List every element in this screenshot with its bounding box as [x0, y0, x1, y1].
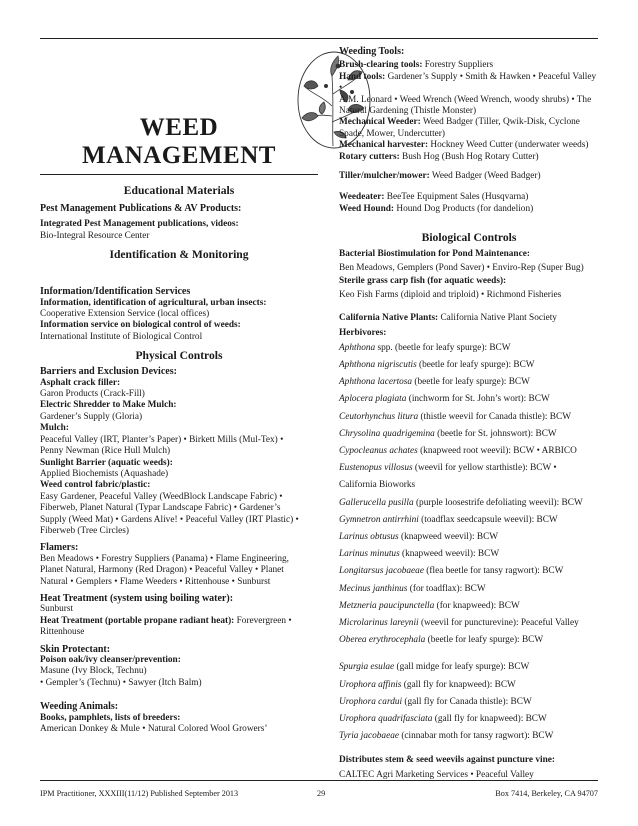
educational-materials-heading: Educational Materials [123, 184, 235, 197]
weed-fabric-line-1: Easy Gardener, Peaceful Valley (WeedBlock Landscape Fabric) • [40, 491, 283, 502]
herbivore-entry [339, 512, 599, 529]
flamers-line-2: Planet Natural, Harmony (Red Dragon) • Peaceful Valley • Planet [40, 565, 284, 576]
species-name: Oberea erythrocephala [339, 635, 426, 646]
mechanical-harvester-label: Mechanical harvester: [339, 140, 429, 151]
flamers-line-1: Ben Meadows • Forestry Suppliers (Panama) • Flame Engineering, [40, 553, 289, 564]
species-name: Ceutorhynchus litura [339, 411, 419, 422]
herbivore-list-continued [339, 659, 599, 745]
heat-treatment-value: Sunburst [40, 604, 74, 615]
books-value: American Donkey & Mule • Natural Colored Wool Growers’ [40, 724, 268, 735]
shredder-value: Gardener’s Supply (Gloria) [40, 411, 143, 422]
shredder-label: Electric Shredder to Make Mulch: [40, 400, 177, 411]
heat-treatment-label: Heat Treatment (system using boiling water): [40, 592, 234, 604]
species-description: (purple loosestrife defoliating weevil): BCW [413, 497, 583, 508]
title-underline [40, 174, 318, 175]
mulch-label: Mulch: [40, 423, 69, 434]
pest-management-publications-subheading: Pest Management Publications & AV Products: [40, 203, 242, 214]
herbivore-entry [339, 443, 599, 460]
species-description: (thistle weevil for Canada thistle): BCW [418, 411, 571, 422]
herbivore-entry [339, 357, 599, 374]
species-description: (beetle for leafy spurge): BCW [425, 635, 544, 646]
species-name: Larinus obtusus [339, 531, 399, 542]
weed-fabric-line-4: Fiberweb (Tree Circles) [40, 525, 129, 536]
herbivore-entry [339, 728, 599, 745]
tiller-line [339, 171, 599, 182]
herbivore-entry [339, 477, 599, 494]
asphalt-value: Garon Products (Crack-Fill) [40, 389, 145, 400]
herbivore-entry [339, 677, 599, 694]
herbivore-entry [339, 615, 599, 632]
weed-hound-line [339, 204, 599, 215]
species-name: Urophora cardui [339, 696, 403, 707]
bacterial-biostimulation-label: Bacterial Biostimulation for Pond Maintenance: [339, 249, 530, 260]
grass-carp-value: Keo Fish Farms (diploid and triploid) • Richmond Fisheries [339, 289, 562, 300]
species-description: (knapweed weevil): BCW [398, 531, 499, 542]
sunlight-barrier-label: Sunlight Barrier (aquatic weeds): [40, 457, 173, 468]
identification-services-subheading: Information/Identification Services [40, 286, 191, 298]
mulch-value-line-2: Penny Newman (Rice Hull Mulch) [40, 446, 171, 457]
weedeater-line [339, 192, 599, 203]
species-name: Mecinus janthinus [339, 583, 408, 594]
species-description: (inchworm for St. John’s wort): BCW [406, 394, 550, 405]
ipm-publications-value: Bio-Integral Resource Center [40, 230, 150, 241]
species-description: (gall fly for Canada thistle): BCW [402, 696, 532, 707]
species-description: (cinnabar moth for tansy ragwort): BCW [399, 731, 554, 742]
species-description: (beetle for leafy spurge): BCW [412, 377, 530, 388]
species-name: Aphthona [339, 342, 376, 353]
footer-address: Box 7414, Berkeley, CA 94707 [495, 789, 598, 798]
species-name: Aplocera plagiata [339, 394, 407, 405]
heat-treatment-2-line-2: Rittenhouse [40, 627, 85, 638]
species-name: Metzneria paucipunctella [339, 600, 435, 611]
right-column [339, 46, 599, 781]
herbivore-entry [339, 546, 599, 563]
species-name: Gymnetron antirrhini [339, 514, 419, 525]
hand-tools-line-2: A.M. Leonard • Weed Wrench (Weed Wrench, woody shrubs) • The [339, 94, 592, 105]
herbivore-entry [339, 711, 599, 728]
distributes-weevils-value: CALTEC Agri Marketing Services • Peaceful Valley [339, 769, 534, 780]
page-title: WEED MANAGEMENT [82, 114, 276, 169]
page-number: 29 [317, 789, 326, 798]
species-description: (beetle for leafy spurge): BCW [416, 359, 535, 370]
poison-oak-line-2: • Gempler’s (Technu) • Sawyer (Itch Balm) [40, 677, 202, 688]
tiller-value: Weed Badger (Weed Badger) [429, 171, 541, 182]
brush-clearing-label: Brush-clearing tools: [339, 60, 423, 71]
species-description: (gall fly for knapweed): BCW [432, 713, 547, 724]
biocontrol-information-label: Information service on biological control of weeds: [40, 320, 241, 331]
insect-information-label: Information, identification of agricultural, urban insects: [40, 297, 267, 308]
herbivore-entry [339, 495, 599, 512]
weeding-tools-heading: Weeding Tools: [339, 46, 405, 57]
bacterial-biostimulation-value: Ben Meadows, Gemplers (Pond Saver) • Enviro-Rep (Super Bug) [339, 262, 584, 273]
ipm-publications-label: Integrated Pest Management publications, videos: [40, 219, 239, 230]
species-name: Eustenopus villosus [339, 463, 413, 474]
insect-information-value: Cooperative Extension Service (local offices) [40, 309, 210, 320]
mechanical-weeder-line-2: Spade, Mower, Undercutter) [339, 128, 445, 139]
species-description: (knapweed root weevil): BCW • ARBICO [417, 445, 577, 456]
species-name: Aphthona nigriscutis [339, 359, 417, 370]
species-description: (gall midge for leafy spurge): BCW [394, 662, 530, 673]
mechanical-weeder-label: Mechanical Weeder: [339, 117, 421, 128]
species-name: Longitarsus jacobaeae [339, 566, 424, 577]
mechanical-harvester-line [339, 140, 599, 151]
species-description: (for knapweed): BCW [434, 600, 520, 611]
herbivore-entry [339, 426, 599, 443]
species-description: (flea beetle for tansy ragwort): BCW [423, 566, 564, 577]
species-description: (for toadflax): BCW [407, 583, 486, 594]
species-description: (toadflax seedcapsule weevil): BCW [418, 514, 558, 525]
species-name: Spurgia esulae [339, 662, 395, 673]
species-description: (gall fly for knapweed): BCW [401, 679, 516, 690]
herbivore-entry [339, 374, 599, 391]
weed-fabric-line-3: Supply (Weed Mat) • Gardens Alive! • Peaceful Valley (IRT Plastic) • [40, 514, 299, 525]
california-native-plants-value: California Native Plant Society [438, 312, 557, 323]
herbivore-entry [339, 563, 599, 580]
weed-fabric-line-2: Fiberweb, Planet Natural (Typar Landscape Fabric) • Gardener’s [40, 503, 281, 514]
rotary-cutters-line [339, 152, 599, 163]
skin-protectant-label: Skin Protectant: [40, 643, 111, 655]
left-column [40, 46, 318, 735]
bottom-rule [40, 780, 598, 781]
brush-clearing-line [339, 60, 599, 71]
flamers-line-3: Natural • Gemplers • Flame Weeders • Rittenhouse • Sunburst [40, 576, 271, 587]
mechanical-harvester-value: Hockney Weed Cutter (underwater weeds) [428, 140, 589, 151]
asphalt-label: Asphalt crack filler: [40, 377, 121, 388]
barriers-subheading: Barriers and Exclusion Devices: [40, 366, 177, 378]
herbivore-list [339, 340, 599, 650]
herbivore-entry [339, 694, 599, 711]
weedeater-label: Weedeater: [339, 192, 385, 203]
herbivore-entry [339, 409, 599, 426]
herbivore-entry [339, 529, 599, 546]
hand-tools-value: Gardener’s Supply • Smith & Hawken • Peaceful Valley • [339, 71, 597, 94]
footer-publication: IPM Practitioner, XXXIII(11/12) Published September 2013 [40, 789, 239, 798]
species-name: Urophora quadrifasciata [339, 713, 433, 724]
weed-fabric-label: Weed control fabric/plastic: [40, 480, 151, 491]
california-native-plants-label: California Native Plants: [339, 312, 439, 323]
weed-hound-value: Hound Dog Products (for dandelion) [394, 203, 534, 214]
herbivore-entry [339, 460, 599, 477]
mulch-value-line-1: Peaceful Valley (IRT, Planter’s Paper) • Birkett Mills (Mul-Tex) • [40, 434, 284, 445]
heat-treatment-2-label: Heat Treatment (portable propane radiant heat): [40, 615, 235, 626]
mechanical-weeder-value: Weed Badger (Tiller, Qwik-Disk, Cyclone [420, 117, 580, 128]
heat-treatment-2-value: Forevergreen • [234, 615, 292, 626]
weedeater-value: BeeTee Equipment Sales (Husqvarna) [384, 192, 529, 203]
species-name: Aphthona lacertosa [339, 377, 413, 388]
heat-treatment-2-line-1 [40, 616, 318, 627]
herbivore-entry [339, 391, 599, 408]
poison-oak-label: Poison oak/ivy cleanser/prevention: [40, 655, 181, 665]
herbivore-entry [339, 632, 599, 649]
hand-tools-line-3: Natural Gardening (Thistle Monster) [339, 106, 477, 117]
distributes-weevils-label: Distributes stem & seed weevils against puncture vine: [339, 755, 555, 766]
herbivore-entry [339, 659, 599, 676]
herbivores-label: Herbivores: [339, 328, 387, 339]
biological-controls-heading: Biological Controls [421, 231, 517, 245]
species-name: Chrysolina quadrigemina [339, 428, 435, 439]
herbivore-entry [339, 598, 599, 615]
california-native-plants-line [339, 313, 599, 324]
species-description: (knapweed weevil): BCW [399, 549, 500, 560]
species-name: Microlarinus lareynii [339, 617, 419, 628]
species-name: Gallerucella pusilla [339, 497, 414, 508]
tiller-label: Tiller/mulcher/mower: [339, 171, 430, 182]
mechanical-weeder-line-1 [339, 117, 599, 128]
rotary-cutters-value: Bush Hog (Bush Hog Rotary Cutter) [399, 151, 539, 162]
weeding-animals-label: Weeding Animals: [40, 701, 119, 713]
flamers-label: Flamers: [40, 542, 79, 554]
biocontrol-information-value: International Institute of Biological Control [40, 331, 203, 342]
herbivore-entry [339, 581, 599, 598]
poison-oak-line-1: Masune (Ivy Block, Technu) [40, 666, 147, 677]
rotary-cutters-label: Rotary cutters: [339, 151, 400, 162]
hand-tools-label: Hand tools: [339, 71, 386, 82]
page-footer [40, 789, 598, 801]
species-name: Larinus minutus [339, 549, 400, 560]
species-name: Urophora affinis [339, 679, 402, 690]
books-label: Books, pamphlets, lists of breeders: [40, 712, 181, 723]
identification-monitoring-heading: Identification & Monitoring [109, 248, 249, 262]
grass-carp-label: Sterile grass carp fish (for aquatic weeds): [339, 276, 507, 287]
physical-controls-heading: Physical Controls [135, 349, 223, 363]
sunlight-barrier-value: Applied Biochemists (Aquashade) [40, 468, 169, 479]
herbivore-entry [339, 340, 599, 357]
species-name: Tyria jacobaeae [339, 731, 399, 742]
title-block [40, 46, 318, 182]
brush-clearing-value: Forestry Suppliers [422, 60, 494, 71]
species-description: spp. (beetle for leafy spurge): BCW [375, 342, 511, 353]
top-rule [40, 38, 598, 39]
weed-hound-label: Weed Hound: [339, 203, 395, 214]
species-description: (weevil for yellow starthistle): BCW • [412, 463, 557, 474]
species-description: (beetle for St. johnswort): BCW [434, 428, 557, 439]
species-description: California Bioworks [339, 480, 416, 491]
species-name: Cypocleanus achates [339, 445, 418, 456]
hand-tools-line-1 [339, 72, 599, 95]
species-description: (weevil for puncturevine): Peaceful Valley [418, 617, 579, 628]
